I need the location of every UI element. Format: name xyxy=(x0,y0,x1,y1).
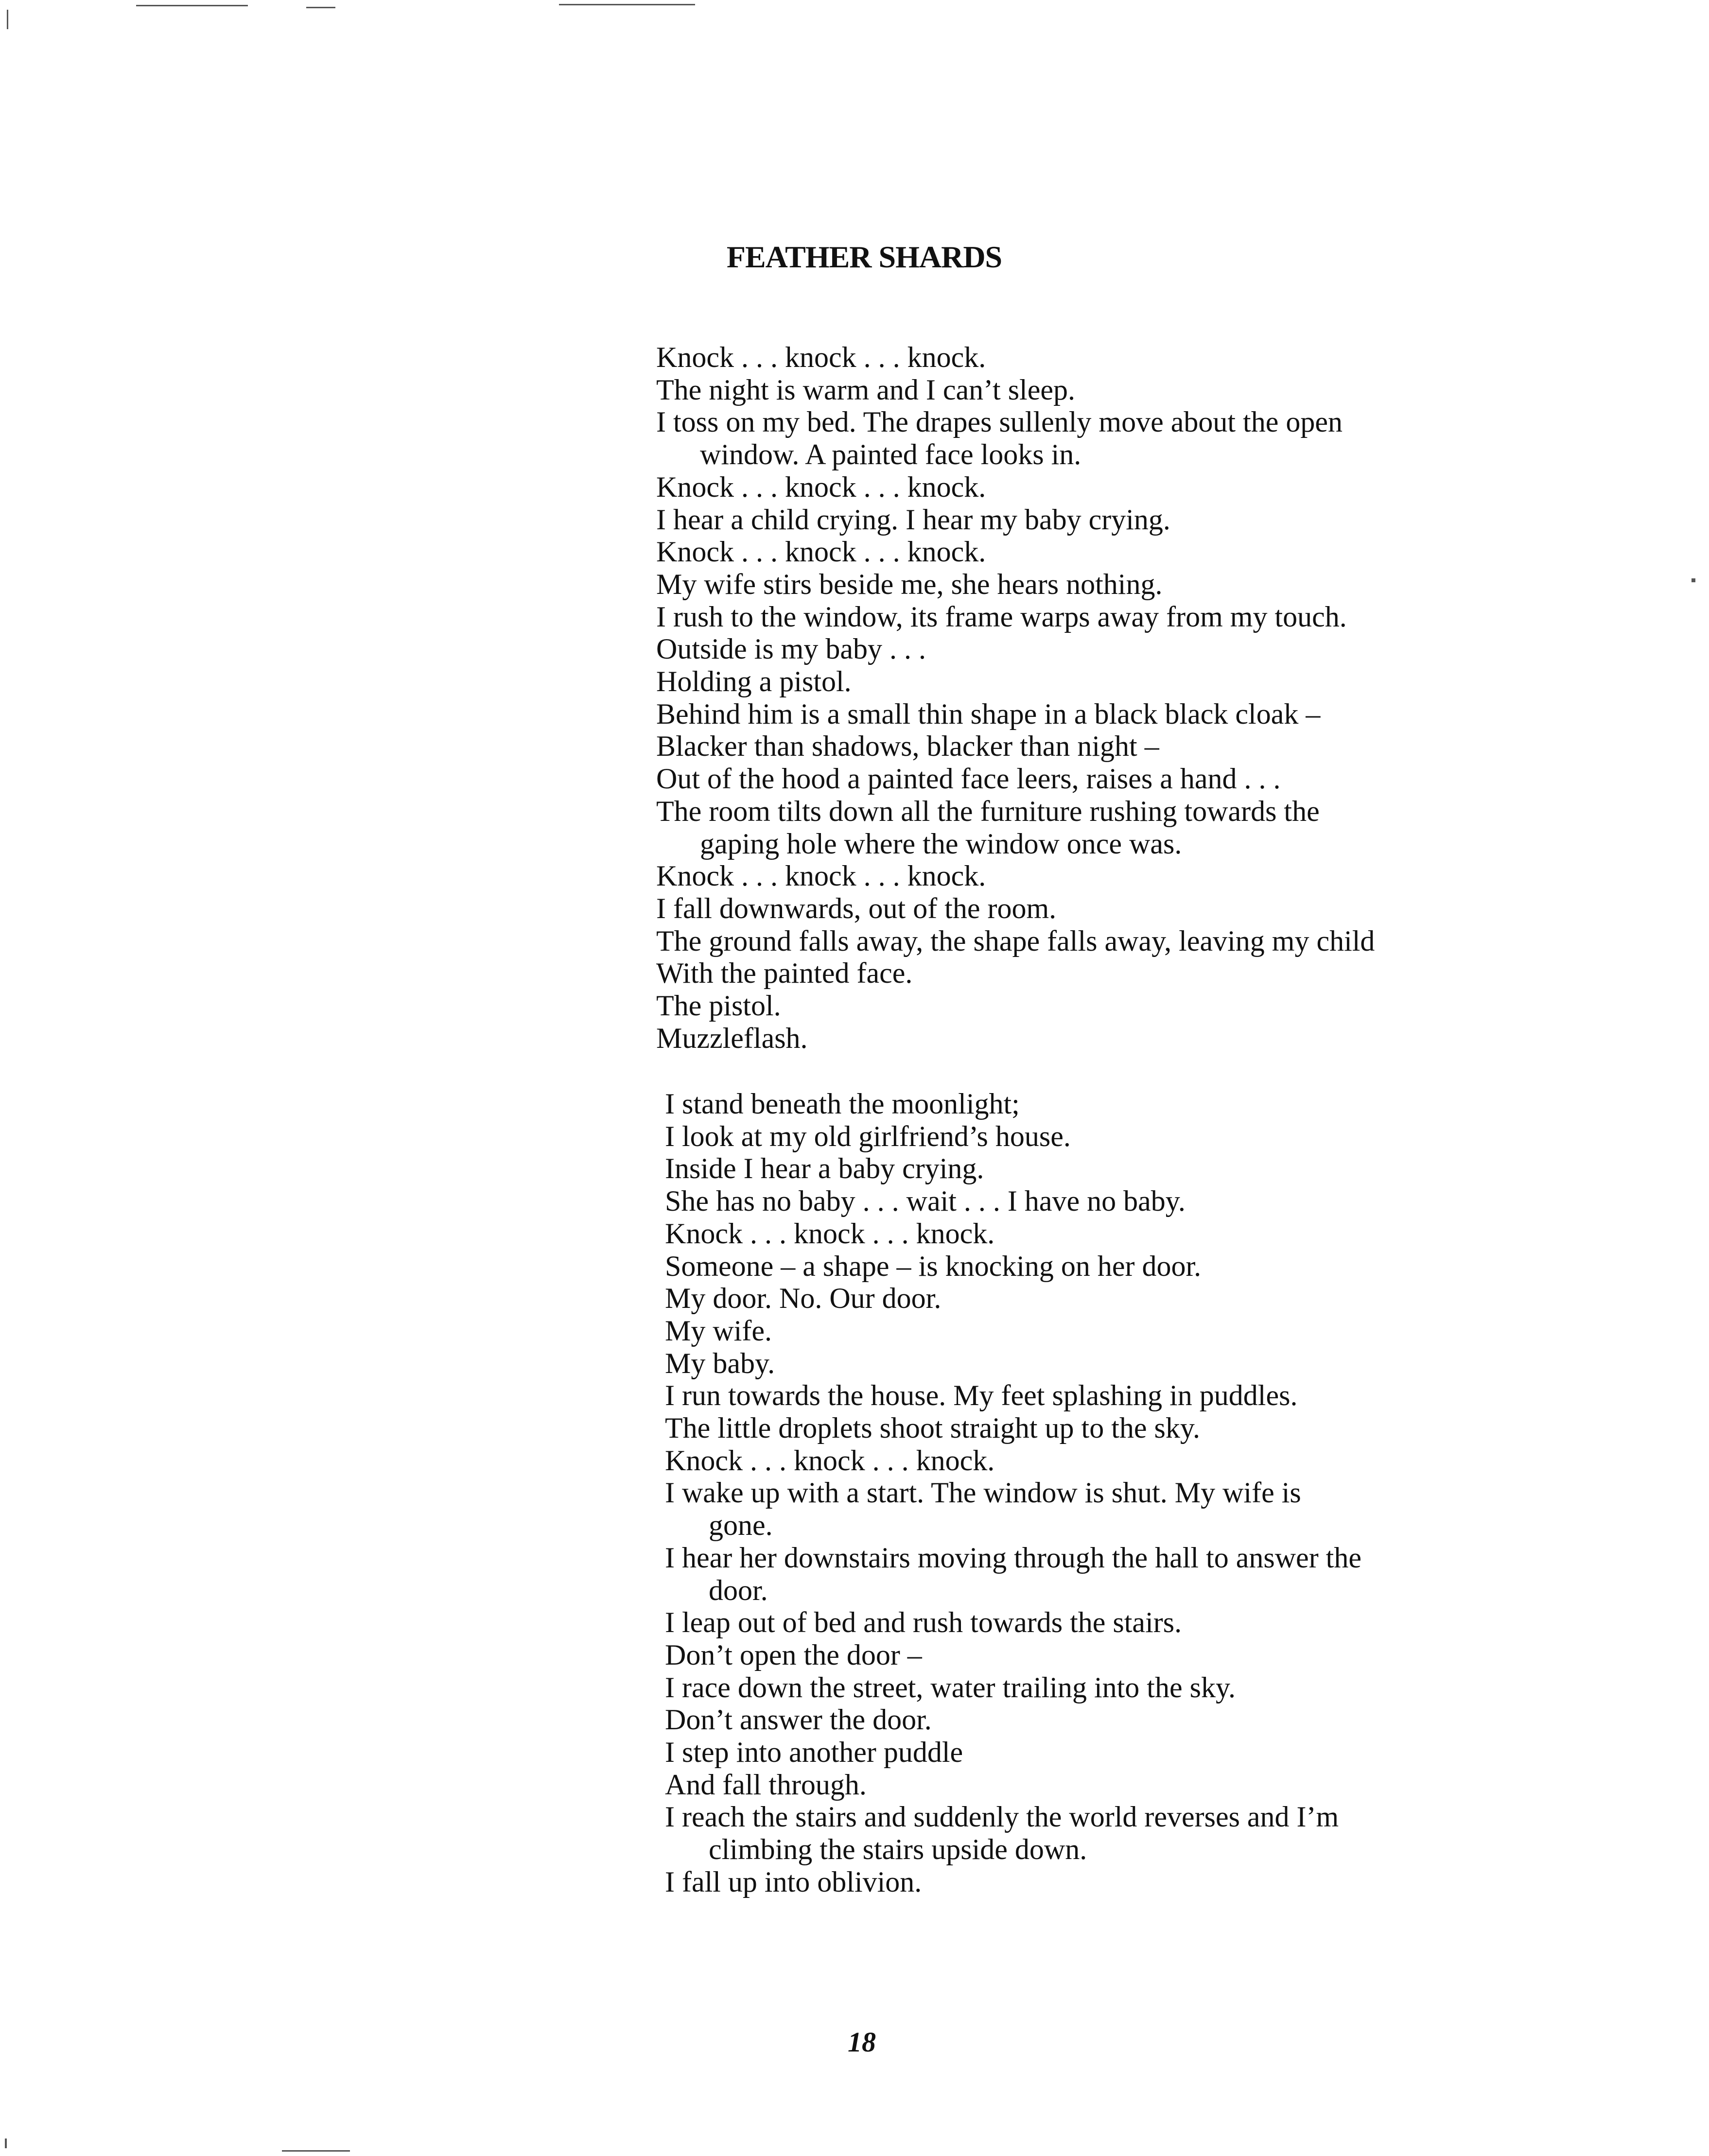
poem-line: gaping hole where the window once was. xyxy=(700,827,1182,860)
poem-line: My door. No. Our door. xyxy=(665,1282,942,1315)
poem-line: Outside is my baby . . . xyxy=(656,633,926,665)
poem-line: gone. xyxy=(709,1509,773,1542)
poem-line: climbing the stairs upside down. xyxy=(709,1833,1087,1866)
poem-line: Don’t open the door – xyxy=(665,1638,922,1671)
poem-line: I race down the street, water trailing into the sky. xyxy=(665,1671,1236,1704)
scan-artifact-edge-left xyxy=(7,10,8,29)
poem-line: I look at my old girlfriend’s house. xyxy=(665,1120,1071,1152)
poem-line: I toss on my bed. The drapes sullenly move about the open xyxy=(656,406,1343,438)
poem-line: I wake up with a start. The window is shut. My wife is xyxy=(665,1477,1301,1509)
poem-line: And fall through. xyxy=(665,1768,867,1801)
poem-line: Knock . . . knock . . . knock. xyxy=(656,860,986,892)
poem-title-text: FEATHER SHARDS xyxy=(726,240,1002,274)
poem-line: Don’t answer the door. xyxy=(665,1704,932,1736)
poem-line: My baby. xyxy=(665,1347,775,1379)
poem-line: Knock . . . knock . . . knock. xyxy=(656,341,986,373)
poem-line: Knock . . . knock . . . knock. xyxy=(656,536,986,568)
poem-line: I leap out of bed and rush towards the stairs. xyxy=(665,1606,1182,1639)
poem-line: The little droplets shoot straight up to the sky. xyxy=(665,1412,1200,1444)
poem-line: I hear a child crying. I hear my baby crying. xyxy=(656,503,1170,536)
poem-line: I run towards the house. My feet splashing in puddles. xyxy=(665,1379,1298,1412)
poem-line: Knock . . . knock . . . knock. xyxy=(665,1444,995,1477)
scan-artifact-bottom xyxy=(282,2150,350,2152)
scan-artifact-right-dot xyxy=(1692,578,1695,582)
poem-line: Behind him is a small thin shape in a black black cloak – xyxy=(656,697,1321,730)
poem-line: Out of the hood a painted face leers, raises a hand . . . xyxy=(656,763,1281,795)
poem-line: I reach the stairs and suddenly the world reverses and I’m xyxy=(665,1801,1339,1833)
poem-line: window. A painted face looks in. xyxy=(700,438,1081,471)
poem-line: Knock . . . knock . . . knock. xyxy=(665,1217,995,1250)
poem-line: Blacker than shadows, blacker than night – xyxy=(656,730,1159,763)
poem-line: I rush to the window, its frame warps away from my touch. xyxy=(656,600,1347,633)
poem-line: Someone – a shape – is knocking on her door. xyxy=(665,1250,1202,1282)
poem-line: My wife stirs beside me, she hears nothing. xyxy=(656,568,1163,600)
poem-line: door. xyxy=(709,1574,768,1606)
poem-line: Inside I hear a baby crying. xyxy=(665,1152,984,1185)
poem-line: I step into another puddle xyxy=(665,1736,963,1769)
scan-artifact-bottom-left xyxy=(5,2139,7,2148)
page-number xyxy=(0,2026,1709,2058)
stanza-1 xyxy=(656,341,1628,1054)
poem-line: I fall up into oblivion. xyxy=(665,1865,922,1898)
poem-line: My wife. xyxy=(665,1314,772,1347)
page-number-text: 18 xyxy=(848,2026,876,2058)
stanza-2 xyxy=(665,1088,1637,1898)
poem-line: Knock . . . knock . . . knock. xyxy=(656,470,986,503)
poem-line: Holding a pistol. xyxy=(656,665,852,698)
poem-line: The ground falls away, the shape falls away, leaving my child xyxy=(656,924,1375,957)
poem-line: The night is warm and I can’t sleep. xyxy=(656,373,1075,406)
poem-line: Muzzleflash. xyxy=(656,1022,808,1054)
poem-line: She has no baby . . . wait . . . I have no baby. xyxy=(665,1185,1186,1217)
poem-line: The pistol. xyxy=(656,990,781,1022)
scan-artifact-top-left xyxy=(136,5,248,6)
poem-line: I hear her downstairs moving through the hall to answer the xyxy=(665,1541,1361,1574)
scan-artifact-top-mid xyxy=(306,7,335,8)
poem-title xyxy=(0,239,1709,275)
poem-line: I fall downwards, out of the room. xyxy=(656,892,1057,924)
scan-artifact-top-right xyxy=(559,4,695,5)
poem-line: With the painted face. xyxy=(656,957,913,990)
poem-line: The room tilts down all the furniture rushing towards the xyxy=(656,795,1320,827)
poem-line: I stand beneath the moonlight; xyxy=(665,1088,1020,1120)
